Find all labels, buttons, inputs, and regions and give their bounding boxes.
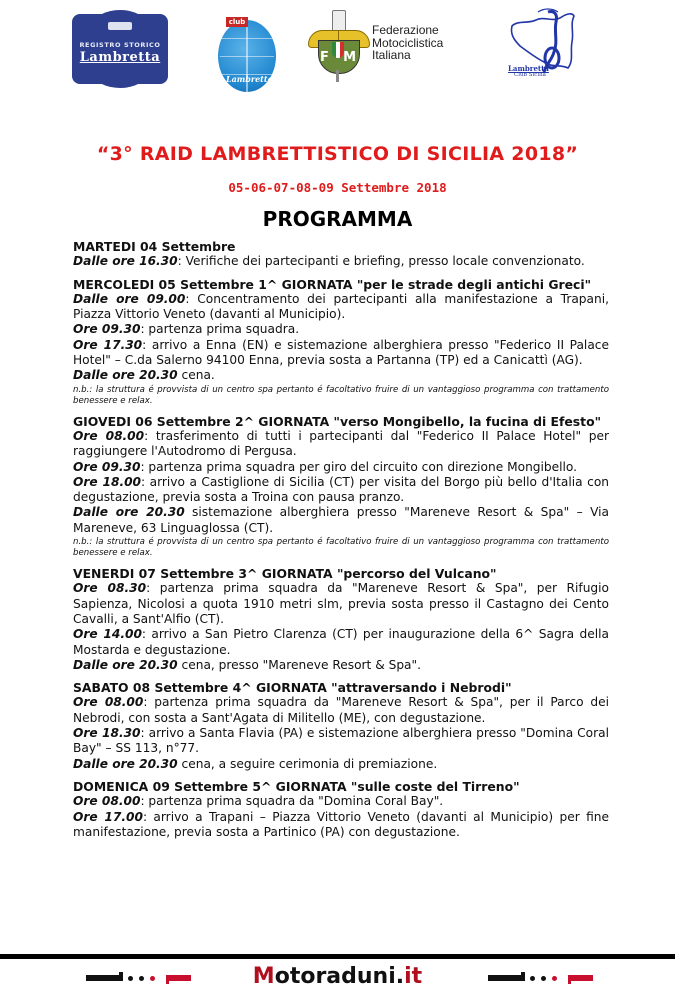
club-tag: club [226, 17, 248, 27]
event-description: partenza prima squadra da "Mareneve Resort & Spa", per il Parco dei Nebrodi, con sosta a Sant'Agata di Militello (ME), con degustazione. [73, 695, 609, 725]
event-time-separator: : [185, 291, 190, 306]
event-time: Ore 08.30 [73, 581, 147, 596]
schedule-event [73, 794, 609, 809]
event-time: Ore 09.30 [73, 459, 141, 474]
event-description: arrivo a San Pietro Clarenza (CT) per inaugurazione della 6^ Sagra della Mostarda e degustazione. [73, 627, 609, 657]
schedule-event [73, 627, 609, 658]
event-description: cena, presso "Mareneve Resort & Spa". [177, 657, 422, 672]
day-heading: MARTEDI 04 Settembre [73, 239, 236, 254]
logo-text-lambretta: Lambretta [79, 50, 161, 65]
club-script-text: Lambretta [226, 74, 273, 84]
fmi-letter-f: F [320, 50, 329, 65]
club-lambretta-logo [218, 14, 278, 92]
event-time: Ore 08.00 [73, 695, 144, 710]
event-description: Verifiche dei partecipanti e briefing, presso locale convenzionato. [181, 254, 585, 269]
schedule-event [73, 581, 609, 627]
registro-storico-lambretta-logo [72, 10, 168, 88]
decorative-dots-right-icon [488, 972, 593, 984]
motoraduni-brand[interactable]: Motoraduni.it [252, 964, 423, 989]
program-day [73, 277, 609, 407]
event-description: partenza prima squadra. [144, 322, 300, 337]
event-time-separator: : [140, 322, 145, 337]
event-time-separator: : [177, 254, 182, 269]
schedule-event [73, 292, 609, 323]
event-description: arrivo a Trapani – Piazza Vittorio Veneto (davanti al Municipio) per fine manifestazione, previa sosta a Partinico (PA) con degustazione. [73, 809, 609, 839]
event-time: Dalle ore 09.00 [73, 291, 186, 306]
schedule-event [73, 757, 609, 772]
program-schedule [73, 239, 609, 847]
schedule-event [73, 505, 609, 536]
logo-row [0, 0, 675, 110]
event-description: trasferimento di tutti i partecipanti dal "Federico II Palace Hotel" per raggiungere l'Autodromo di Pergusa. [73, 428, 609, 459]
footer [0, 962, 675, 994]
schedule-event [73, 338, 609, 369]
event-description: partenza prima squadra da "Mareneve Resort & Spa", per Rifugio Sapienza, Nicolosi a quota 1910 metri slm, previa sosta presso il Castagno dei Cento Cavalli, a Sant'Alfio (CT). [73, 581, 609, 626]
schedule-event [73, 475, 609, 506]
schedule-event [73, 695, 609, 726]
event-title: “3° RAID LAMBRETTISTICO DI SICILIA 2018” [96, 143, 579, 165]
event-description: arrivo a Castiglione di Sicilia (CT) per visita del Borgo più bello d'Italia con degustazione, previa sosta a Troina con pausa pranzo. [73, 474, 609, 505]
event-description: arrivo a Santa Flavia (PA) e sistemazione alberghiera presso "Domina Coral Bay" – SS 113, n°77. [73, 726, 610, 756]
lambretta-club-sicilia-logo [508, 8, 578, 80]
event-description: cena, a seguire cerimonia di premiazione. [177, 756, 438, 771]
schedule-event [73, 254, 609, 269]
event-time: Ore 08.00 [73, 428, 145, 443]
event-time: Ore 14.00 [73, 627, 142, 642]
day-heading: DOMENICA 09 Settembre 5^ GIORNATA "sulle coste del Tirreno" [73, 778, 520, 794]
day-note: n.b.: la struttura é provvista di un centro spa pertanto é facoltativo fruire di un vantaggioso programma con trattamento benessere e relax. [73, 537, 609, 559]
event-time: Dalle ore 20.30 [73, 756, 178, 771]
schedule-event [73, 460, 609, 475]
fmi-wordmark: Federazione Motociclistica Italiana [372, 23, 444, 62]
day-note: n.b.: la struttura é provvista di un centro spa pertanto é facoltativo fruire di un vantaggioso programma con trattamento benessere e relax. [73, 384, 609, 406]
program-day [73, 680, 609, 772]
fmi-emblem-logo [308, 10, 368, 82]
event-time-separator: : [140, 794, 145, 809]
event-time: Ore 09.30 [73, 322, 141, 337]
schedule-event [73, 658, 609, 673]
event-time-separator: : [140, 459, 145, 474]
logo-text-registro: REGISTRO STORICO [79, 41, 161, 49]
event-time: Dalle ore 16.30 [73, 254, 178, 269]
event-time: Dalle ore 20.30 [73, 368, 178, 383]
section-heading: PROGRAMMA [262, 207, 413, 231]
event-time: Ore 17.30 [73, 337, 143, 352]
event-dates: 05-06-07-08-09 Settembre 2018 [228, 180, 447, 195]
schedule-event [73, 322, 609, 337]
day-heading: SABATO 08 Settembre 4^ GIORNATA "attraversando i Nebrodi" [73, 680, 512, 696]
program-day [73, 779, 609, 840]
program-day [73, 239, 609, 270]
event-description: cena. [177, 368, 215, 383]
event-time: Ore 08.00 [73, 794, 141, 809]
footer-divider [0, 954, 675, 959]
program-day [73, 566, 609, 673]
program-day [73, 414, 609, 559]
schedule-event [73, 368, 609, 383]
event-description: sistemazione alberghiera presso "Mareneve Resort & Spa" – Via Mareneve, 63 Linguaglossa (CT). [73, 505, 609, 535]
schedule-event [73, 810, 609, 841]
event-time: Dalle ore 20.30 [73, 505, 185, 520]
event-description: Concentramento dei partecipanti alla manifestazione a Trapani, Piazza Vittorio Veneto (davanti al Municipio). [73, 291, 609, 322]
day-heading: GIOVEDI 06 Settembre 2^ GIORNATA "verso Mongibello, la fucina di Efesto" [73, 413, 602, 429]
event-time: Ore 18.30 [73, 726, 141, 741]
event-description: partenza prima squadra da "Domina Coral Bay". [144, 794, 444, 809]
event-time-separator: : [141, 627, 147, 642]
event-time: Ore 18.00 [73, 474, 142, 489]
schedule-event [73, 726, 609, 757]
fmi-letter-m: M [343, 50, 356, 65]
event-time: Ore 17.00 [73, 809, 143, 824]
event-time-separator: : [142, 809, 148, 824]
event-time-separator: : [144, 428, 149, 443]
event-description: arrivo a Enna (EN) e sistemazione alberghiera presso "Federico II Palace Hotel" – C.da Salerno 94100 Enna, previa sosta a Partanna (TP) ed a Canicattì (AG). [73, 337, 609, 368]
day-heading: MERCOLEDI 05 Settembre 1^ GIORNATA "per le strade degli antichi Greci" [73, 276, 592, 292]
club-sicilia-text: Club Sicilia [514, 72, 546, 78]
event-time-separator: : [146, 581, 151, 596]
lambretta-club-text: Lambretta [508, 64, 549, 73]
innocenti-badge-icon [108, 22, 132, 30]
event-time: Dalle ore 20.30 [73, 657, 178, 672]
event-time-separator: : [143, 695, 148, 710]
event-description: partenza prima squadra per giro del circuito con direzione Mongibello. [144, 459, 578, 474]
event-time-separator: : [140, 726, 145, 741]
schedule-event [73, 429, 609, 460]
day-heading: VENERDI 07 Settembre 3^ GIORNATA "percorso del Vulcano" [73, 566, 497, 582]
event-time-separator: : [142, 337, 147, 352]
event-time-separator: : [141, 474, 146, 489]
